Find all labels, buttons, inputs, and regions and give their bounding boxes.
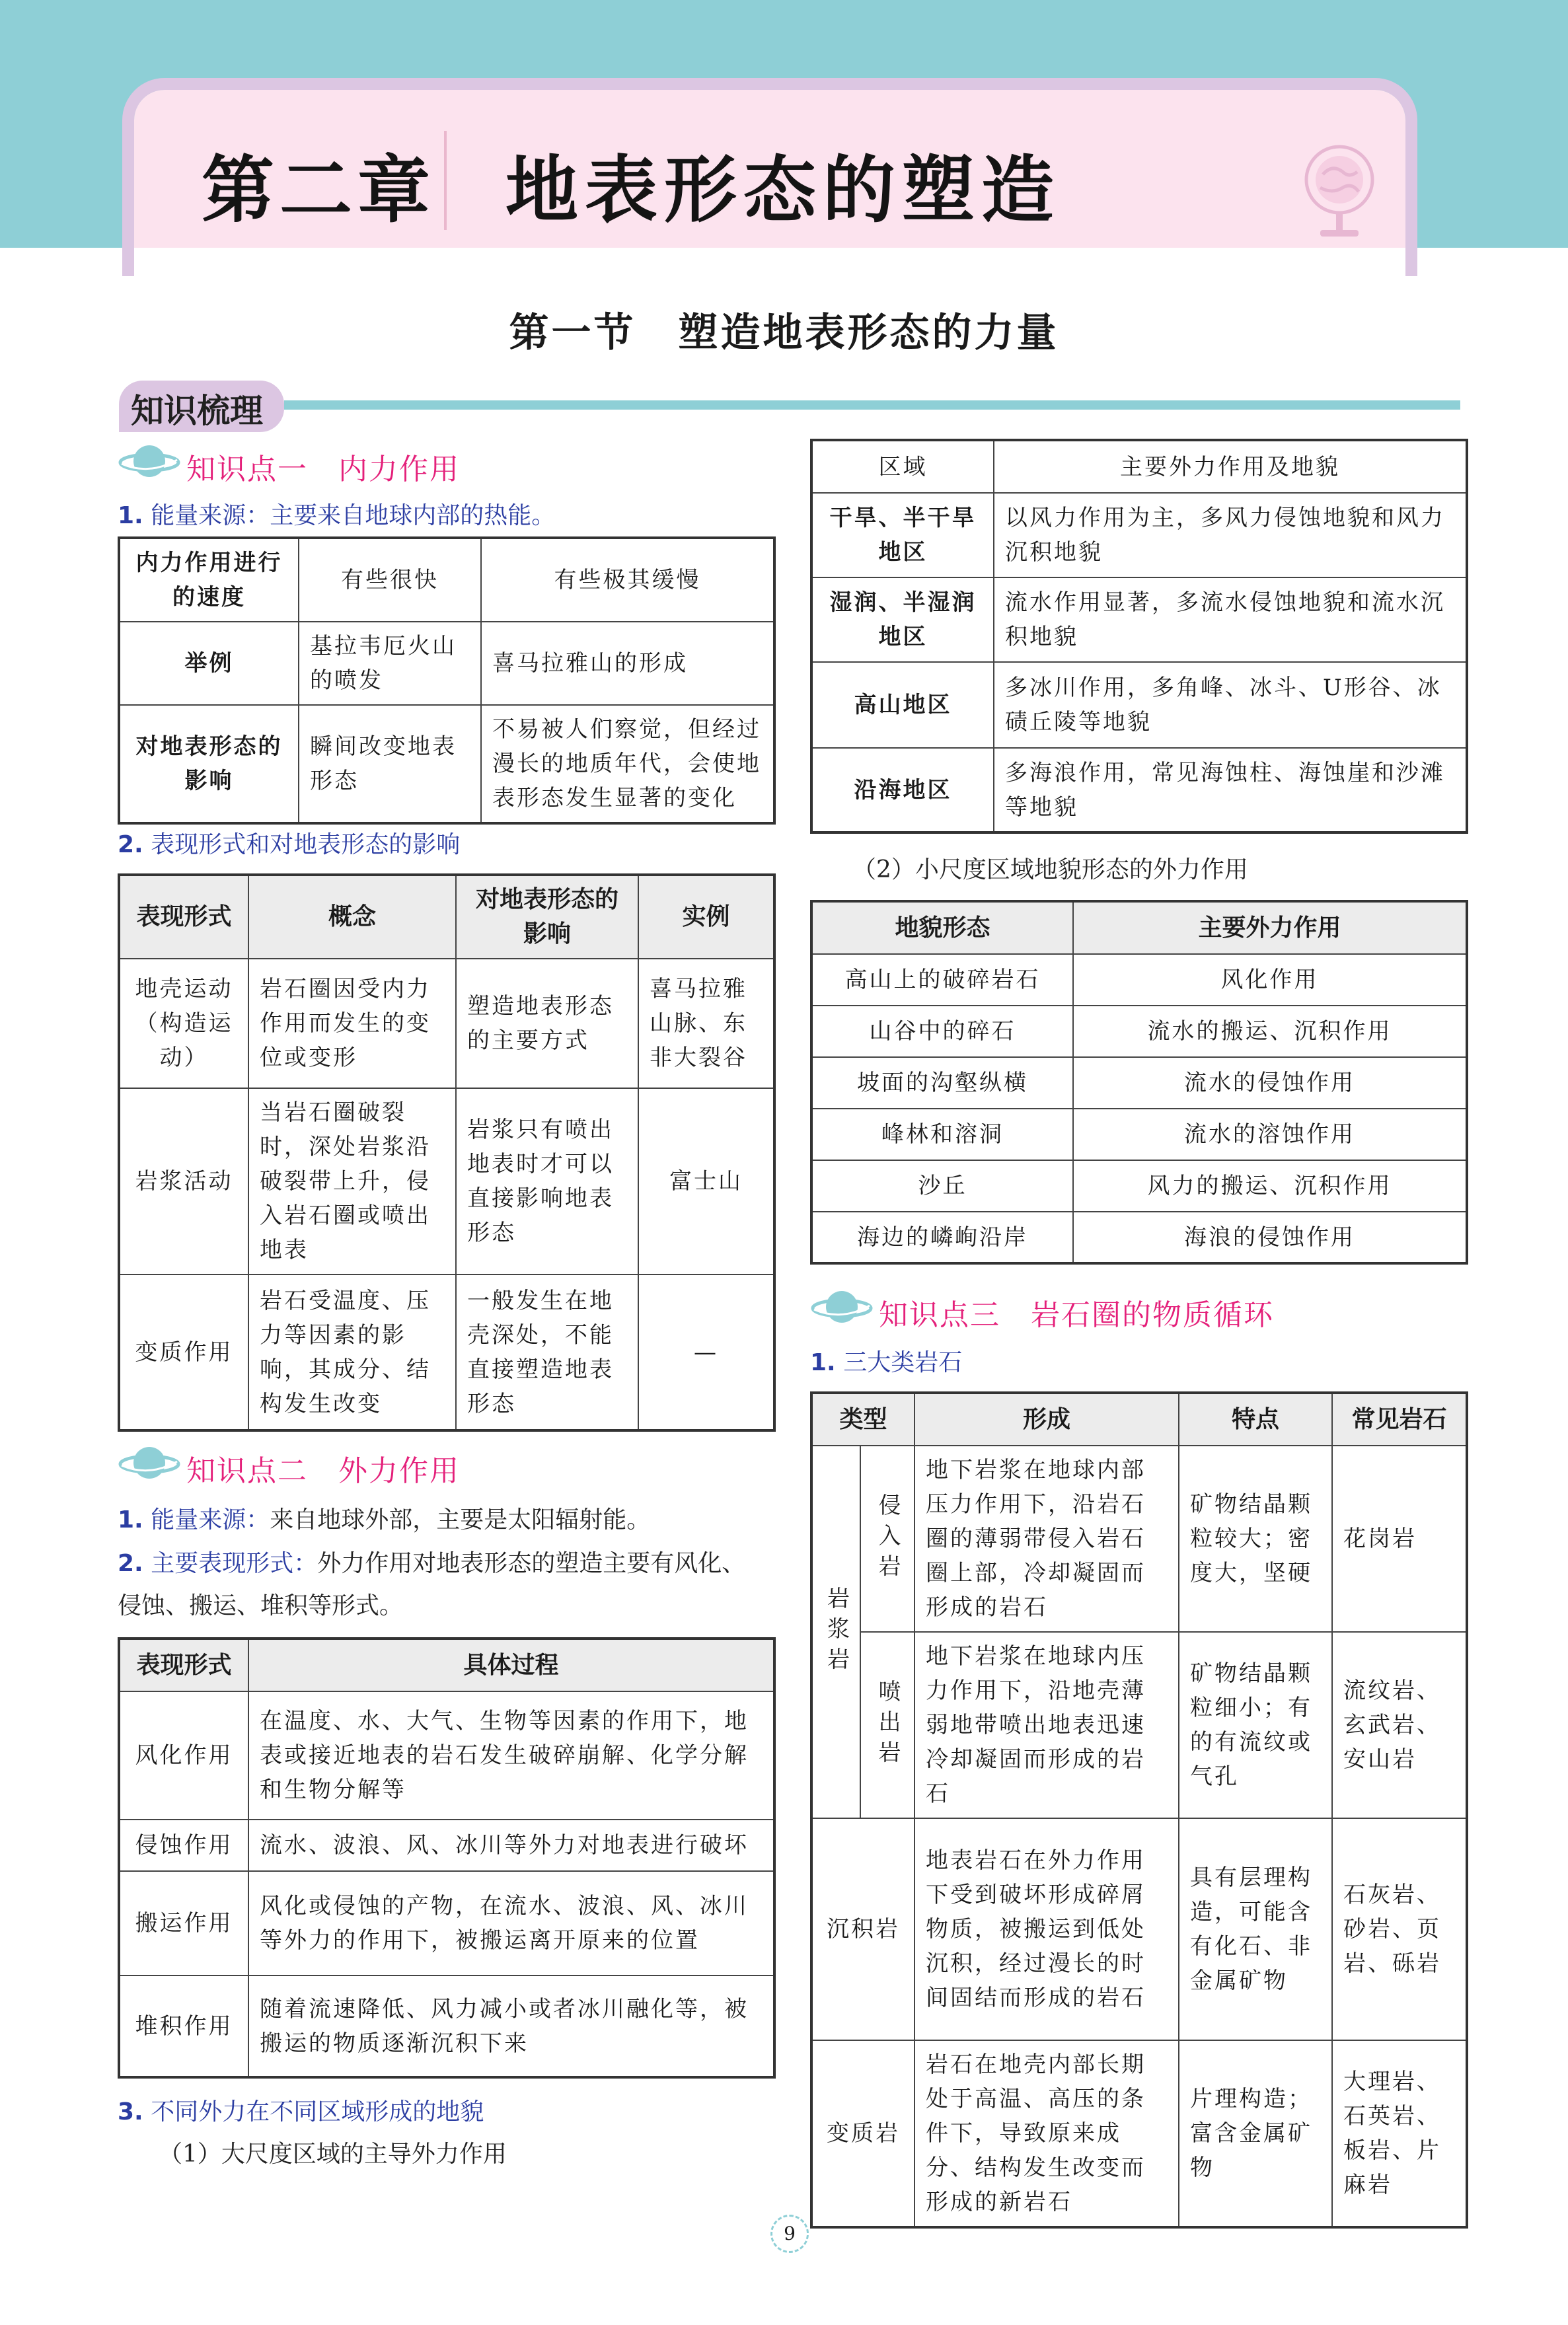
- kp1-heading: [118, 440, 580, 486]
- t1-r2-c1: 瞬间改变地表形态: [299, 705, 481, 823]
- kp1-p1-text: 主要来自地球内部的热能。: [270, 502, 556, 529]
- page-number: 9: [770, 2215, 809, 2253]
- kp1-p2-lead: 表现形式和对地表形态的影响: [151, 831, 461, 858]
- kp2-p2-num: 2.: [118, 1550, 143, 1577]
- t6-intrusive-c3: 花岗岩: [1332, 1446, 1467, 1632]
- section-title: 第一节 塑造地表形态的力量: [509, 310, 1059, 356]
- chapter-number: 第二章: [202, 148, 435, 233]
- t6-sedimentary-c0: 沉积岩: [811, 1818, 915, 2040]
- t1-r1-c2: 喜马拉雅山的形成: [481, 622, 774, 705]
- t5-r2-c0: 坡面的沟壑纵横: [811, 1057, 1073, 1109]
- kp3-heading: [810, 1286, 1405, 1332]
- t2-r1-c1: 当岩石圈破裂时，深处岩浆沿破裂带上升，侵入岩石圈或喷出地表: [248, 1088, 456, 1274]
- t3-r0-c1: 在温度、水、大气、生物等因素的作用下，地表或接近地表的岩石发生破碎崩解、化学分解和生物分解等: [248, 1691, 774, 1820]
- t6-metamorphic-c3: 大理岩、石英岩、板岩、片麻岩: [1332, 2040, 1467, 2227]
- t3-r1-c0: 侵蚀作用: [119, 1820, 248, 1871]
- t2-r0-c2: 塑造地表形态的主要方式: [456, 959, 638, 1088]
- t5-r3-c0: 峰林和溶洞: [811, 1109, 1073, 1160]
- t1-r1-c1: 基拉韦厄火山的喷发: [299, 622, 481, 705]
- t2-h1: 概念: [248, 875, 456, 959]
- t1-r2-c0: 对地表形态的影响: [119, 705, 299, 823]
- t6-h2: 特点: [1179, 1393, 1332, 1446]
- t4-r3-c0: 沿海地区: [811, 748, 994, 832]
- t5-r0-c1: 风化作用: [1073, 954, 1467, 1006]
- t6-magma-label: 岩浆岩: [811, 1446, 860, 1818]
- t5-r4-c1: 风力的搬运、沉积作用: [1073, 1160, 1467, 1212]
- t1-r2-c2: 不易被人们察觉，但经过漫长的地质年代，会使地表形态发生显著的变化: [481, 705, 774, 823]
- t6-h0: 类型: [811, 1393, 915, 1446]
- t1-r1-c0: 举例: [119, 622, 299, 705]
- t2-r2-c3: —: [638, 1274, 774, 1430]
- kp2-p3-num: 3.: [118, 2098, 143, 2125]
- t5-r1-c0: 山谷中的碎石: [811, 1006, 1073, 1057]
- t3-r3-c0: 堆积作用: [119, 1975, 248, 2077]
- t6-extrusive-c1: 地下岩浆在地球内压力作用下，沿地壳薄弱地带喷出地表迅速冷却凝固而形成的岩石: [915, 1632, 1179, 1818]
- kp2-p2-text: 外力作用对地表形态的塑造主要有风化、: [317, 1550, 746, 1577]
- t5-h1: 主要外力作用: [1073, 901, 1467, 954]
- t6-sedimentary-c2: 具有层理构造，可能含有化石、非金属矿物: [1179, 1818, 1332, 2040]
- summary-divider: [284, 400, 1460, 410]
- t2-h0: 表现形式: [119, 875, 248, 959]
- planet-icon: [118, 1442, 181, 1485]
- t2-r2-c0: 变质作用: [119, 1274, 248, 1430]
- kp3-title: 知识点三 岩石圈的物质循环: [879, 1298, 1274, 1332]
- t5-r0-c0: 高山上的破碎岩石: [811, 954, 1073, 1006]
- kp3-rock-table: [810, 1391, 1468, 2229]
- t6-metamorphic-c1: 岩石在地壳内部长期处于高温、高压的条件下，导致原来成分、结构发生改变而形成的新岩石: [915, 2040, 1179, 2227]
- t3-r2-c1: 风化或侵蚀的产物，在流水、波浪、风、冰川等外力的作用下，被搬运离开原来的位置: [248, 1871, 774, 1975]
- globe-icon: [1296, 140, 1382, 246]
- summary-tag-label: 知识梳理: [131, 392, 263, 430]
- kp2-process-table: [118, 1637, 776, 2079]
- t6-metamorphic-c0: 变质岩: [811, 2040, 915, 2227]
- kp2-regions-line: [118, 2092, 484, 2133]
- kp1-forms-line: [118, 825, 460, 866]
- kp2-forms-line: [118, 1543, 745, 1584]
- t4-r1-c1: 流水作用显著，多流水侵蚀地貌和流水沉积地貌: [994, 577, 1467, 662]
- t5-r4-c0: 沙丘: [811, 1160, 1073, 1212]
- t5-r5-c1: 海浪的侵蚀作用: [1073, 1212, 1467, 1263]
- t6-intrusive-c1: 地下岩浆在地球内部压力作用下，沿岩石圈的薄弱带侵入岩石圈上部，冷却凝固而形成的岩石: [915, 1446, 1179, 1632]
- kp2-heading: [118, 1442, 580, 1488]
- t6-extrusive-c3: 流纹岩、玄武岩、安山岩: [1332, 1632, 1467, 1818]
- kp2-p3-lead: 不同外力在不同区域形成的地貌: [151, 2098, 484, 2125]
- t3-r1-c1: 流水、波浪、风、冰川等外力对地表进行破坏: [248, 1820, 774, 1871]
- t4-r2-c1: 多冰川作用，多角峰、冰斗、U形谷、冰碛丘陵等地貌: [994, 662, 1467, 748]
- t4-r3-c1: 多海浪作用，常见海蚀柱、海蚀崖和沙滩等地貌: [994, 748, 1467, 832]
- kp2-p1-lead: 能量来源：: [151, 1506, 270, 1533]
- chapter-separator: [444, 131, 447, 230]
- kp1-p2-num: 2.: [118, 831, 143, 858]
- t6-sedimentary-c3: 石灰岩、砂岩、页岩、砾岩: [1332, 1818, 1467, 2040]
- t2-r2-c1: 岩石受温度、压力等因素的影响，其成分、结构发生改变: [248, 1274, 456, 1430]
- t5-r3-c1: 流水的溶蚀作用: [1073, 1109, 1467, 1160]
- t6-extrusive-c2: 矿物结晶颗粒细小；有的有流纹或气孔: [1179, 1632, 1332, 1818]
- kp2-region-table: [810, 439, 1468, 834]
- kp1-title: 知识点一 内力作用: [186, 453, 460, 486]
- kp1-p1-num: 1.: [118, 502, 143, 529]
- kp2-p2-lead: 主要表现形式：: [151, 1550, 318, 1577]
- t4-r1-c0: 湿润、半湿润地区: [811, 577, 994, 662]
- t6-h1: 形成: [915, 1393, 1179, 1446]
- kp2-title: 知识点二 外力作用: [186, 1454, 460, 1488]
- t1-h2: 有些极其缓慢: [481, 538, 774, 622]
- t5-r5-c0: 海边的嶙峋沿岸: [811, 1212, 1073, 1263]
- t3-r3-c1: 随着流速降低、风力减小或者冰川融化等，被搬运的物质逐渐沉积下来: [248, 1975, 774, 2077]
- kp2-energy-line: [118, 1500, 650, 1541]
- t6-metamorphic-c2: 片理构造；富含金属矿物: [1179, 2040, 1332, 2227]
- chapter-title: 地表形态的塑造: [505, 148, 1061, 233]
- t3-h0: 表现形式: [119, 1639, 248, 1691]
- t6-intrusive-c2: 矿物结晶颗粒较大；密度大，坚硬: [1179, 1446, 1332, 1632]
- t2-h2: 对地表形态的影响: [456, 875, 638, 959]
- t6-extrusive-c0: 喷出岩: [860, 1632, 915, 1818]
- planet-icon: [810, 1286, 874, 1329]
- kp2-sub2: （2）小尺度区域地貌形态的外力作用: [852, 856, 1248, 883]
- t2-r1-c3: 富士山: [638, 1088, 774, 1274]
- kp3-p1-lead: 三大类岩石: [843, 1349, 963, 1376]
- t2-r0-c0: 地壳运动（构造运动）: [119, 959, 248, 1088]
- t5-r1-c1: 流水的搬运、沉积作用: [1073, 1006, 1467, 1057]
- kp1-p1-lead: 能量来源：: [151, 502, 270, 529]
- t3-r0-c0: 风化作用: [119, 1691, 248, 1820]
- t2-r1-c2: 岩浆只有喷出地表时才可以直接影响地表形态: [456, 1088, 638, 1274]
- kp3-p1-num: 1.: [810, 1349, 836, 1376]
- kp2-forms-line-2: 侵蚀、搬运、堆积等形式。: [118, 1592, 404, 1619]
- kp1-energy-line: [118, 496, 555, 536]
- kp2-p1-text: 来自地球外部，主要是太阳辐射能。: [270, 1506, 651, 1533]
- t3-h1: 具体过程: [248, 1639, 774, 1691]
- kp1-speed-table: [118, 536, 776, 825]
- t1-h0: 内力作用进行的速度: [119, 538, 299, 622]
- t2-h3: 实例: [638, 875, 774, 959]
- t4-h0: 区域: [811, 440, 994, 493]
- t2-r0-c3: 喜马拉雅山脉、东非大裂谷: [638, 959, 774, 1088]
- t3-r2-c0: 搬运作用: [119, 1871, 248, 1975]
- kp2-sub1: （1）大尺度区域的主导外力作用: [159, 2141, 507, 2168]
- t4-h1: 主要外力作用及地貌: [994, 440, 1467, 493]
- t1-h1: 有些很快: [299, 538, 481, 622]
- planet-icon: [118, 440, 181, 484]
- t6-h3: 常见岩石: [1332, 1393, 1467, 1446]
- t6-intrusive-c0: 侵入岩: [860, 1446, 915, 1632]
- kp3-rocks-line: [810, 1343, 962, 1384]
- t4-r0-c0: 干旱、半干旱地区: [811, 493, 994, 577]
- t2-r0-c1: 岩石圈因受内力作用而发生的变位或变形: [248, 959, 456, 1088]
- kp2-p1-num: 1.: [118, 1506, 143, 1533]
- kp1-forms-table: [118, 873, 776, 1432]
- t4-r0-c1: 以风力作用为主，多风力侵蚀地貌和风力沉积地貌: [994, 493, 1467, 577]
- kp2-landform-table: [810, 900, 1468, 1265]
- t5-h0: 地貌形态: [811, 901, 1073, 954]
- t6-sedimentary-c1: 地表岩石在外力作用下受到破坏形成碎屑物质，被搬运到低处沉积，经过漫长的时间固结而形成的岩石: [915, 1818, 1179, 2040]
- t2-r1-c0: 岩浆活动: [119, 1088, 248, 1274]
- t4-r2-c0: 高山地区: [811, 662, 994, 748]
- t2-r2-c2: 一般发生在地壳深处，不能直接塑造地表形态: [456, 1274, 638, 1430]
- t5-r2-c1: 流水的侵蚀作用: [1073, 1057, 1467, 1109]
